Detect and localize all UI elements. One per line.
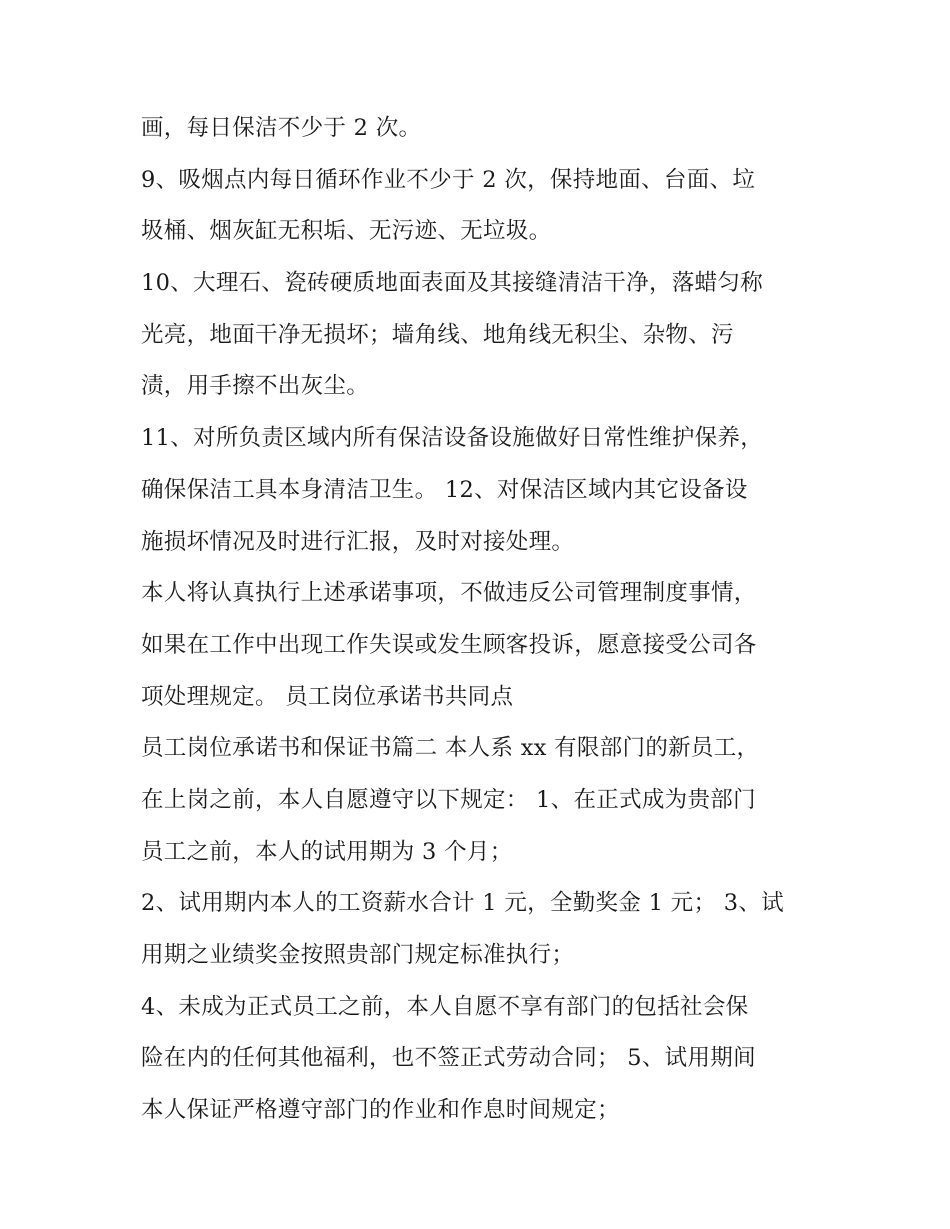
document-body — [141, 103, 821, 1137]
text-line: 本人将认真执行上述承诺事项，不做违反公司管理制度事情， — [141, 580, 757, 607]
text-line: 施损坏情况及时进行汇报，及时对接处理。 — [141, 528, 575, 555]
text-line: 9、吸烟点内每日循环作业不少于 2 次，保持地面、台面、垃 — [141, 166, 756, 193]
text-line: 画，每日保洁不少于 2 次。 — [141, 115, 422, 141]
text-line: 渍，用手擦不出灰尘。 — [141, 373, 370, 400]
text-line: 本人保证严格遵守部门的作业和作息时间规定； — [141, 1097, 620, 1124]
text-line: 在上岗之前，本人自愿遵守以下规定： 1、在正式成为贵部门 — [141, 786, 756, 813]
text-line: 险在内的任何其他福利，也不签正式劳动合同； 5、试用期间 — [141, 1045, 756, 1072]
text-line: 2、试用期内本人的工资薪水合计 1 元，全勤奖金 1 元； 3、试 — [141, 890, 784, 917]
text-line: 如果在工作中出现工作失误或发生顾客投诉，愿意接受公司各 — [141, 631, 757, 658]
text-line: 4、未成为正式员工之前，本人自愿不享有部门的包括社会保 — [141, 993, 749, 1020]
text-line: 10、大理石、瓷砖硬质地面表面及其接缝清洁干净，落蜡匀称 — [141, 270, 764, 297]
text-line: 确保保洁工具本身清洁卫生。 12、对保洁区域内其它设备设 — [141, 476, 748, 503]
text-line: 用期之业绩奖金按照贵部门规定标准执行； — [141, 942, 575, 968]
text-line: 光亮，地面干净无损坏；墙角线、地角线无积尘、杂物、污 — [141, 321, 734, 348]
text-line: 员工之前，本人的试用期为 3 个月； — [141, 838, 513, 865]
text-line: 11、对所负责区域内所有保洁设备设施做好日常性维护保养， — [141, 425, 764, 452]
text-line: 项处理规定。 员工岗位承诺书共同点 — [141, 683, 514, 710]
text-line: 圾桶、烟灰缸无积垢、无污迹、无垃圾。 — [141, 218, 552, 245]
text-line: 员工岗位承诺书和保证书篇二 本人系 xx 有限部门的新员工， — [141, 735, 760, 762]
